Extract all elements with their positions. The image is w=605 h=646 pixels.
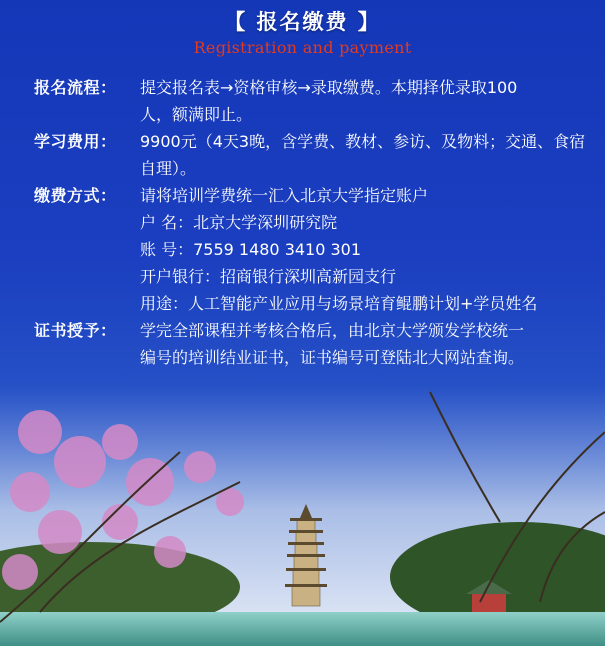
- info-label: 证书授予：: [34, 321, 117, 340]
- section-header: [0, 6, 605, 57]
- info-row-certificate: [0, 317, 605, 371]
- info-row-tuition: [0, 128, 605, 182]
- account-name-line: 户 名：北京大学深圳研究院: [140, 213, 338, 232]
- info-row-registration-process: [0, 74, 605, 128]
- info-line: 人，额满即止。: [140, 105, 253, 124]
- info-label: 报名流程：: [34, 78, 117, 97]
- section-subtitle: Registration and payment: [193, 38, 412, 57]
- info-line: 学完全部课程并考核合格后，由北京大学颁发学校统一: [140, 321, 525, 340]
- info-line: 提交报名表→资格审核→录取缴费。本期择优录取100: [140, 78, 518, 97]
- info-line: 自理）。: [140, 159, 197, 178]
- info-content: [140, 74, 585, 128]
- info-list: [0, 74, 605, 371]
- info-line: 9900元（4天3晚，含学费、教材、参访、及物料；交通、食宿: [140, 132, 586, 151]
- info-row-payment-method: [0, 182, 605, 317]
- info-content: [140, 128, 585, 182]
- info-content: [140, 182, 585, 317]
- account-number-line: 账 号：7559 1480 3410 301: [140, 240, 362, 259]
- info-label: 学习费用：: [34, 132, 117, 151]
- info-line: 编号的培训结业证书，证书编号可登陆北大网站查询。: [140, 348, 525, 367]
- info-line: 请将培训学费统一汇入北京大学指定账户: [140, 186, 429, 205]
- campus-scene-image: [0, 372, 605, 646]
- bank-line: 开户银行：招商银行深圳高新园支行: [140, 267, 397, 286]
- info-label: 缴费方式：: [34, 186, 117, 205]
- section-title: 【 报名缴费 】: [224, 10, 381, 34]
- purpose-line: 用途：人工智能产业应用与场景培育鲲鹏计划+学员姓名: [140, 294, 538, 313]
- info-content: [140, 317, 585, 371]
